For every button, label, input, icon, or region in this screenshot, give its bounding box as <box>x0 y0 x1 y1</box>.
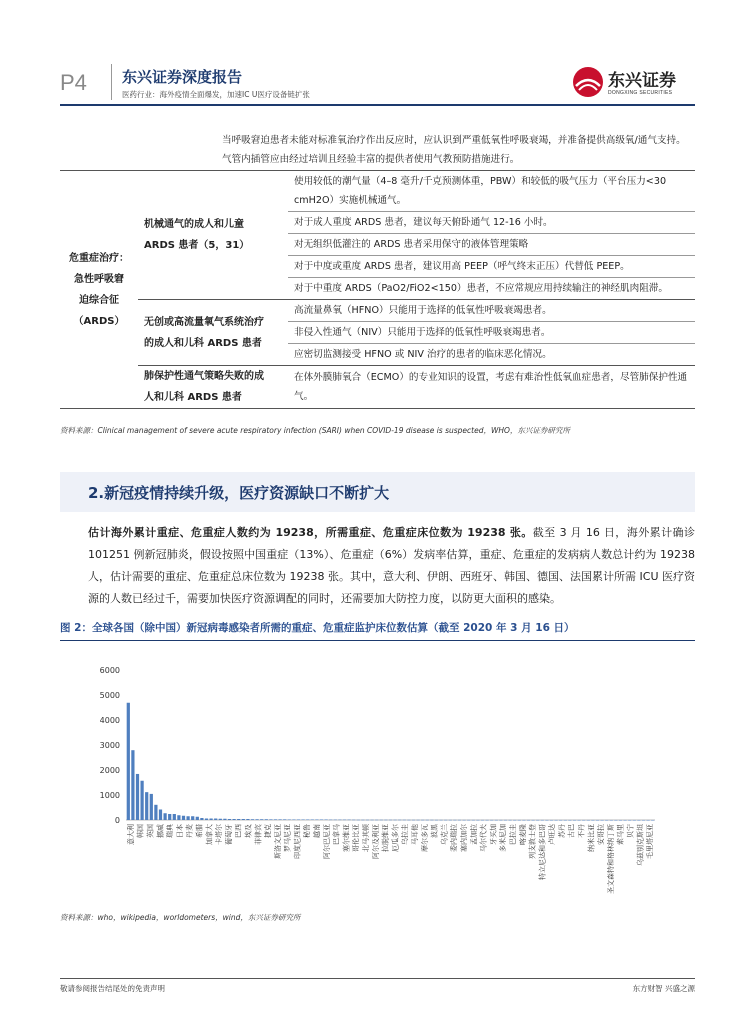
bar <box>186 816 189 820</box>
bar <box>416 820 419 821</box>
x-tick-label: 古巴 <box>567 824 576 838</box>
bar <box>564 820 567 821</box>
footer-disclaimer: 敬请参阅报告结尾处的免责声明 <box>60 984 165 993</box>
bar <box>131 750 134 820</box>
bar <box>214 819 217 821</box>
figure-source: 资料来源：who，wikipedia，worldometers，wind，东兴证券研究所 <box>60 913 301 922</box>
bar <box>646 820 649 821</box>
header-rule <box>60 104 695 106</box>
bar <box>596 820 599 821</box>
bar <box>205 819 208 821</box>
x-tick-label: 日本 <box>175 824 184 838</box>
x-tick-label: 菲律宾 <box>254 824 263 845</box>
table-cell: 在体外膜肺氧合（ECMO）的专业知识的设置，考虑有难治性低氧血症患者，尽管肺保护性通气。 <box>288 366 695 409</box>
category-cell: 危重症治疗： 急性呼吸窘 迫综合征 （ARDS） <box>60 171 138 409</box>
x-tick-label: 苏丹 <box>557 824 566 838</box>
bar <box>398 820 401 821</box>
bar <box>200 818 203 820</box>
bar <box>163 813 166 820</box>
x-tick-label: 韩国 <box>136 824 145 838</box>
bar <box>223 819 226 820</box>
x-tick-label: 马耳他 <box>410 824 419 845</box>
footer-rule <box>60 978 695 979</box>
y-tick-label: 0 <box>114 816 120 825</box>
x-tick-label: 塞内加尔 <box>459 824 468 852</box>
bar <box>545 820 548 821</box>
bar <box>140 781 143 820</box>
x-tick-label: 印度尼西亚 <box>293 824 302 859</box>
footer-slogan: 东方财智 兴盛之源 <box>632 984 695 993</box>
y-tick-label: 2000 <box>99 766 120 775</box>
bar <box>614 820 617 821</box>
table-source: 资料来源：Clinical management of severe acute respiratory infection (SARI) when COVID-19 disease is suspected，WHO，东兴证券研究所 <box>60 426 570 435</box>
x-tick-label: 拉脱维亚 <box>381 824 390 852</box>
table-cell: 对无组织低灌注的 ARDS 患者采用保守的液体管理策略 <box>288 234 695 256</box>
table-cell: 对于成人重度 ARDS 患者，建议每天俯卧通气 12-16 小时。 <box>288 212 695 234</box>
x-tick-label: 哥伦比亚 <box>352 824 361 852</box>
bar <box>154 805 157 820</box>
x-tick-label: 毛里塔尼亚 <box>646 824 655 859</box>
company-logo <box>572 66 692 102</box>
bar <box>605 820 608 821</box>
x-tick-label: 越南 <box>313 824 322 838</box>
bar <box>260 819 263 820</box>
report-subtitle: 医药行业：海外疫情全面爆发，加速IC U医疗设备链扩张 <box>122 90 310 99</box>
bar <box>444 820 447 821</box>
x-tick-label: 捷克 <box>264 824 273 838</box>
x-tick-label: 意大利 <box>126 824 135 845</box>
bar <box>600 820 603 821</box>
bar <box>343 820 346 821</box>
bar <box>338 820 341 821</box>
bar <box>495 820 498 821</box>
bar <box>209 819 212 821</box>
x-tick-label: 乌克兰 <box>440 824 449 845</box>
table-cell: 高流量鼻氧（HFNO）只能用于选择的低氧性呼吸衰竭患者。 <box>288 300 695 322</box>
bar <box>642 820 645 821</box>
bar <box>219 819 222 820</box>
bar-chart <box>60 650 695 905</box>
bar <box>389 820 392 821</box>
bar <box>426 820 429 821</box>
x-tick-label: 挪威 <box>156 824 165 838</box>
y-tick-label: 1000 <box>99 791 120 800</box>
bar <box>329 820 332 821</box>
x-tick-label: 瑞典 <box>166 824 175 838</box>
bar <box>196 817 199 820</box>
bar <box>150 794 153 820</box>
bar <box>283 819 286 820</box>
bar <box>651 820 654 821</box>
bar <box>637 820 640 821</box>
group-label-mech: 机械通气的成人和儿童 ARDS 患者（5，31） <box>138 171 288 300</box>
bar <box>577 820 580 821</box>
bar <box>232 819 235 820</box>
bar <box>403 820 406 821</box>
bar <box>582 820 585 821</box>
bar <box>610 820 613 821</box>
x-tick-label: 纳米比亚 <box>587 824 596 852</box>
x-tick-label: 乌兹别克斯坦 <box>636 824 645 866</box>
bar <box>481 820 484 821</box>
x-tick-label: 波黑 <box>430 824 439 838</box>
table-cell: 非侵入性通气（NIV）只能用于选择的低氧性呼吸衰竭患者。 <box>288 322 695 344</box>
x-tick-label: 巴拿马 <box>332 824 341 845</box>
bar <box>269 819 272 820</box>
x-tick-label: 多米尼加 <box>499 824 508 852</box>
bar <box>366 820 369 821</box>
logo-text-cn: 东兴证券 <box>608 71 676 91</box>
bar <box>508 820 511 821</box>
x-tick-label: 委内瑞拉 <box>450 824 459 852</box>
bar <box>242 819 245 820</box>
x-tick-label: 丹麦 <box>185 824 194 838</box>
x-tick-label: 塞尔维亚 <box>342 824 351 852</box>
bar <box>619 820 622 821</box>
bar <box>334 820 337 821</box>
x-tick-label: 摩尔多瓦 <box>420 824 429 852</box>
bar <box>573 820 576 821</box>
table-cell: 应密切监测接受 HFNO 或 NIV 治疗的患者的临床恶化情况。 <box>288 344 695 366</box>
bar <box>485 820 488 821</box>
x-tick-label: 牙买加 <box>489 824 498 845</box>
bar <box>472 820 475 821</box>
bar <box>251 819 254 820</box>
x-tick-label: 不丹 <box>577 824 586 838</box>
x-tick-label: 列支敦士登 <box>528 824 537 859</box>
group-label-ecmo: 肺保护性通气策略失败的成 人和儿科 ARDS 患者 <box>138 366 288 409</box>
bar <box>136 774 139 820</box>
bar <box>499 820 502 821</box>
figure-title: 图 2：全球各国（除中国）新冠病毒感染者所需的重症、危重症监护床位数估算（截至 2020 年 3 月 16 日） <box>60 622 575 634</box>
bar <box>311 820 314 821</box>
x-tick-label: 卡塔尔 <box>215 824 224 845</box>
bar <box>173 814 176 820</box>
figure-rule <box>60 640 695 641</box>
bar <box>490 820 493 821</box>
bar <box>380 820 383 821</box>
bar <box>458 820 461 821</box>
bar <box>265 819 268 820</box>
treatment-table <box>60 130 695 409</box>
x-tick-label: 加拿大 <box>205 824 214 845</box>
section-title: 2.新冠疫情持续升级，医疗资源缺口不断扩大 <box>88 484 390 502</box>
x-tick-label: 巴西 <box>234 824 243 838</box>
bar <box>237 819 240 820</box>
body-paragraph <box>88 522 695 610</box>
bar <box>462 820 465 821</box>
x-tick-label: 孟加拉 <box>469 824 478 845</box>
bar <box>559 820 562 821</box>
bar <box>246 819 249 820</box>
x-tick-label: 北马其顿 <box>362 824 371 852</box>
table-cell: 对于中度或重度 ARDS 患者，建议用高 PEEP（呼气终末正压）代替低 PEEP。 <box>288 256 695 278</box>
bar <box>633 820 636 821</box>
x-tick-label: 圣文森特和格林纳丁斯 <box>606 824 615 894</box>
y-tick-label: 3000 <box>99 741 120 750</box>
bar <box>301 820 304 821</box>
bar <box>504 820 507 821</box>
x-tick-label: 秘鲁 <box>303 824 312 838</box>
bar <box>357 820 360 821</box>
bar <box>467 820 470 821</box>
x-tick-label: 罗马尼亚 <box>283 824 292 852</box>
bar <box>568 820 571 821</box>
bar <box>375 820 378 821</box>
bar <box>315 820 318 821</box>
x-tick-label: 葡萄牙 <box>224 824 233 845</box>
y-tick-label: 5000 <box>99 691 120 700</box>
x-tick-label: 索马里 <box>616 824 625 845</box>
bar <box>435 820 438 821</box>
report-title: 东兴证券深度报告 <box>122 68 243 86</box>
x-tick-label: 巴拉圭 <box>508 824 517 845</box>
bar <box>628 820 631 821</box>
bar <box>228 819 231 820</box>
bar <box>412 820 415 821</box>
bar <box>536 820 539 821</box>
bar <box>541 820 544 821</box>
bar <box>518 820 521 821</box>
bar <box>182 816 185 820</box>
bar <box>393 820 396 821</box>
bar <box>127 703 130 820</box>
bar <box>370 820 373 821</box>
group-label-noninvasive: 无创或高流量氧气系统治疗 的成人和儿科 ARDS 患者 <box>138 300 288 366</box>
bar <box>288 820 291 821</box>
bar <box>623 820 626 821</box>
bar <box>554 820 557 821</box>
bar <box>191 816 194 820</box>
table-cell: 使用较低的潮气量（4–8 毫升/千克预测体重，PBW）和较低的吸气压力（平台压力<30 cmH2O）实施机械通气。 <box>288 171 695 212</box>
bar <box>407 820 410 821</box>
bar <box>278 819 281 820</box>
bar <box>591 820 594 821</box>
x-tick-label: 阿尔巴尼亚 <box>322 824 331 859</box>
intro-row: 当呼吸窘迫患者未能对标准氧治疗作出反应时，应认识到严重低氧性呼吸衰竭，并准备提供高级氧/通气支持。 气管内插管应由经过培训且经验丰富的提供者使用气教预防措施进行。 <box>222 135 686 165</box>
bar <box>361 820 364 821</box>
logo-text-en: DONGXING SECURITIES <box>608 90 673 96</box>
bar <box>292 820 295 821</box>
x-tick-label: 斯洛文尼亚 <box>273 824 282 859</box>
bar <box>274 819 277 820</box>
x-tick-label: 希腊 <box>195 824 204 838</box>
bar <box>347 820 350 821</box>
bar <box>145 792 148 820</box>
x-tick-label: 阿尔及利亚 <box>371 824 380 859</box>
x-tick-label: 喀麦隆 <box>518 824 527 845</box>
bar <box>587 820 590 821</box>
header-divider <box>111 64 112 100</box>
paragraph-lead: 估计海外累计重症、危重症人数约为 19238，所需重症、危重症床位数为 19238 张。 <box>88 526 533 539</box>
paragraph-text: 截至 3 月 16 日，海外累计确诊 101251 例新冠肺炎，假设按照中国重症（13%）、危重症（6%）发病率估算，重症、危重症的发病病人数总计约为 19238 人，估计需要的重症、危重症总床位数为 19238 张。其中，意大利、伊朗、西班牙、韩国、德国、法国累计所需 ICU 医疗资源的人数已经过千，需要加快医疗资源调配的同时，还需要加大防控力度，以防更大面积的感染。 <box>88 526 695 605</box>
bar <box>297 820 300 821</box>
x-tick-label: 厄瓜多尔 <box>391 824 400 852</box>
bar <box>255 819 258 820</box>
bar <box>159 810 162 821</box>
x-tick-label: 乌拉圭 <box>401 824 410 845</box>
bar <box>324 820 327 821</box>
bar <box>453 820 456 821</box>
x-tick-label: 埃及 <box>244 824 253 838</box>
bar <box>177 815 180 820</box>
bar <box>476 820 479 821</box>
bar <box>421 820 424 821</box>
bar <box>306 820 309 821</box>
x-tick-label: 马尔代夫 <box>479 824 488 852</box>
x-tick-label: 贝宁 <box>626 824 635 838</box>
bar <box>168 814 171 820</box>
table-cell: 对于中重度 ARDS（PaO2/FiO2<150）患者，不应常规应用持续输注的神经肌肉阻滞。 <box>288 278 695 300</box>
bar <box>513 820 516 821</box>
x-tick-label: 英国 <box>146 824 155 838</box>
bar <box>522 820 525 821</box>
page-number: P4 <box>60 70 87 95</box>
x-tick-label: 卢旺达 <box>548 824 557 845</box>
bar <box>550 820 553 821</box>
y-tick-label: 6000 <box>99 666 120 675</box>
bar <box>439 820 442 821</box>
y-tick-label: 4000 <box>99 716 120 725</box>
bar <box>384 820 387 821</box>
x-tick-label: 安哥拉 <box>597 824 606 845</box>
bar <box>531 820 534 821</box>
bar <box>527 820 530 821</box>
x-tick-label: 特立尼达和多巴哥 <box>538 824 547 880</box>
bar <box>449 820 452 821</box>
bar <box>320 820 323 821</box>
bar <box>430 820 433 821</box>
bar <box>352 820 355 821</box>
logo-mark-icon <box>572 66 604 98</box>
